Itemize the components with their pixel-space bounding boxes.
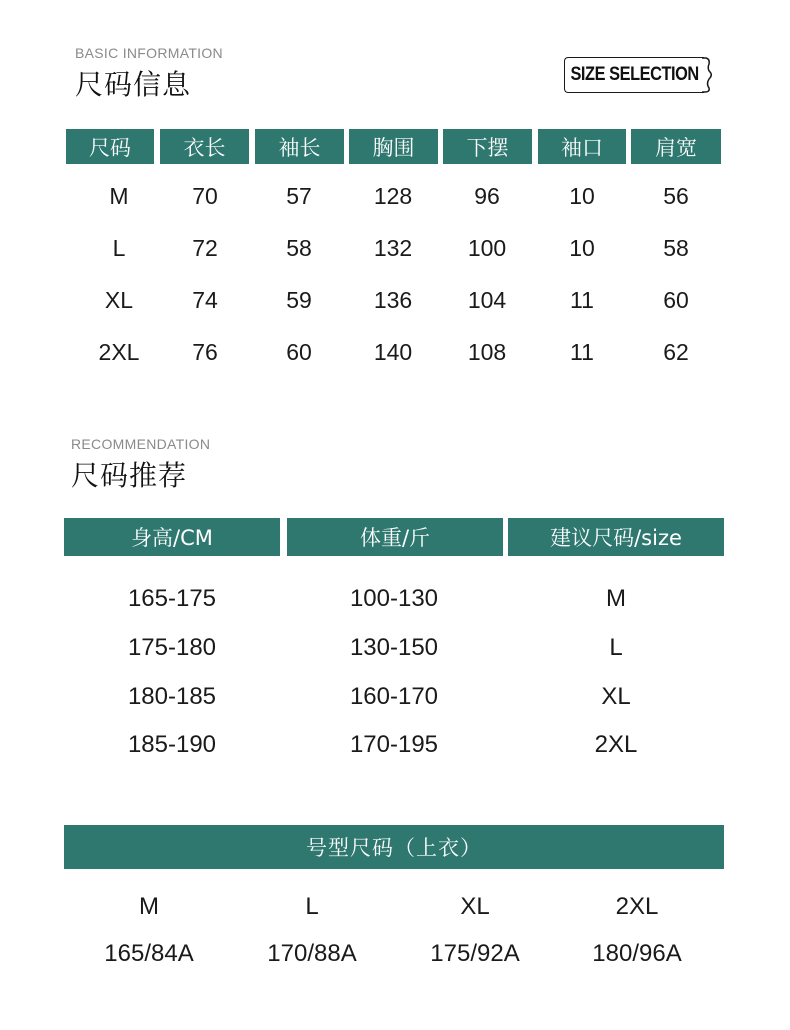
table-cell: 140 xyxy=(373,338,413,365)
table-cell: 165/84A xyxy=(104,940,194,967)
table-cell: 128 xyxy=(373,182,413,209)
table-cell: M xyxy=(109,182,129,209)
table-cell: 96 xyxy=(474,182,500,209)
table-cell: 170/88A xyxy=(267,940,357,967)
table-cell: 57 xyxy=(286,182,312,209)
table-cell: 62 xyxy=(663,338,689,365)
table-row xyxy=(66,226,736,270)
table-cell: XL xyxy=(601,683,631,710)
table-cell: M xyxy=(139,893,159,920)
model-size-banner-label: 号型尺码（上衣） xyxy=(306,836,482,860)
table-cell: L xyxy=(112,234,126,261)
table-cell: 2XL xyxy=(98,338,140,365)
section-title-recommendation: 尺码推荐 xyxy=(71,459,188,492)
table-row xyxy=(64,724,724,766)
table-row xyxy=(64,627,724,669)
table-cell: 56 xyxy=(663,182,689,209)
recommendation-table-header xyxy=(64,518,724,556)
table-cell: 2XL xyxy=(615,893,659,920)
table-cell: 11 xyxy=(570,286,594,313)
model-code-row xyxy=(68,933,718,975)
header-cell: 袖口 xyxy=(538,129,626,164)
table-cell: 70 xyxy=(192,182,218,209)
table-cell: 108 xyxy=(467,338,507,365)
table-cell: 58 xyxy=(663,234,689,261)
table-row xyxy=(66,278,736,322)
badge-wavy-edge-icon xyxy=(702,57,714,93)
table-cell: 132 xyxy=(373,234,413,261)
table-cell: L xyxy=(305,893,319,920)
section-subtitle-basic: BASIC INFORMATION xyxy=(75,45,223,61)
header-cell: 身高/CM xyxy=(64,518,280,556)
table-cell: 59 xyxy=(286,286,312,313)
table-cell: XL xyxy=(104,286,134,313)
table-cell: XL xyxy=(460,893,490,920)
table-cell: 60 xyxy=(286,338,312,365)
size-selection-badge xyxy=(564,57,704,93)
table-cell: 100-130 xyxy=(349,585,439,612)
table-cell: L xyxy=(609,634,623,661)
table-cell: 175-180 xyxy=(127,634,217,661)
table-cell: 74 xyxy=(192,286,218,313)
model-size-row xyxy=(68,886,718,928)
header-cell: 尺码 xyxy=(66,129,154,164)
header-cell: 衣长 xyxy=(160,129,249,164)
table-row xyxy=(66,174,736,218)
table-cell: 2XL xyxy=(594,731,638,758)
table-cell: 180/96A xyxy=(592,940,682,967)
table-cell: 175/92A xyxy=(430,940,520,967)
table-cell: 10 xyxy=(569,182,595,209)
table-row xyxy=(66,330,736,374)
section-subtitle-recommendation: RECOMMENDATION xyxy=(71,436,211,452)
table-cell: 104 xyxy=(467,286,507,313)
header-cell: 肩宽 xyxy=(631,129,721,164)
table-cell: 58 xyxy=(286,234,312,261)
header-cell: 建议尺码/size xyxy=(508,518,724,556)
table-cell: 165-175 xyxy=(127,585,217,612)
basic-table-header xyxy=(66,129,721,164)
table-cell: 72 xyxy=(192,234,218,261)
header-cell: 袖长 xyxy=(255,129,344,164)
header-cell: 体重/斤 xyxy=(287,518,503,556)
table-cell: 160-170 xyxy=(349,683,439,710)
table-cell: 100 xyxy=(467,234,507,261)
table-cell: 76 xyxy=(192,338,218,365)
table-cell: 130-150 xyxy=(349,634,439,661)
model-size-banner xyxy=(64,825,724,869)
table-row xyxy=(64,578,724,620)
table-cell: 136 xyxy=(373,286,413,313)
header-cell: 胸围 xyxy=(349,129,438,164)
table-cell: 60 xyxy=(663,286,689,313)
header-cell: 下摆 xyxy=(443,129,532,164)
table-cell: 11 xyxy=(570,338,594,365)
section-title-basic: 尺码信息 xyxy=(75,68,192,101)
size-selection-label: SIZE SELECTION xyxy=(570,64,699,85)
table-cell: M xyxy=(606,585,626,612)
table-cell: 170-195 xyxy=(349,731,439,758)
table-cell: 180-185 xyxy=(127,683,217,710)
table-cell: 185-190 xyxy=(127,731,217,758)
table-cell: 10 xyxy=(569,234,595,261)
table-row xyxy=(64,676,724,718)
